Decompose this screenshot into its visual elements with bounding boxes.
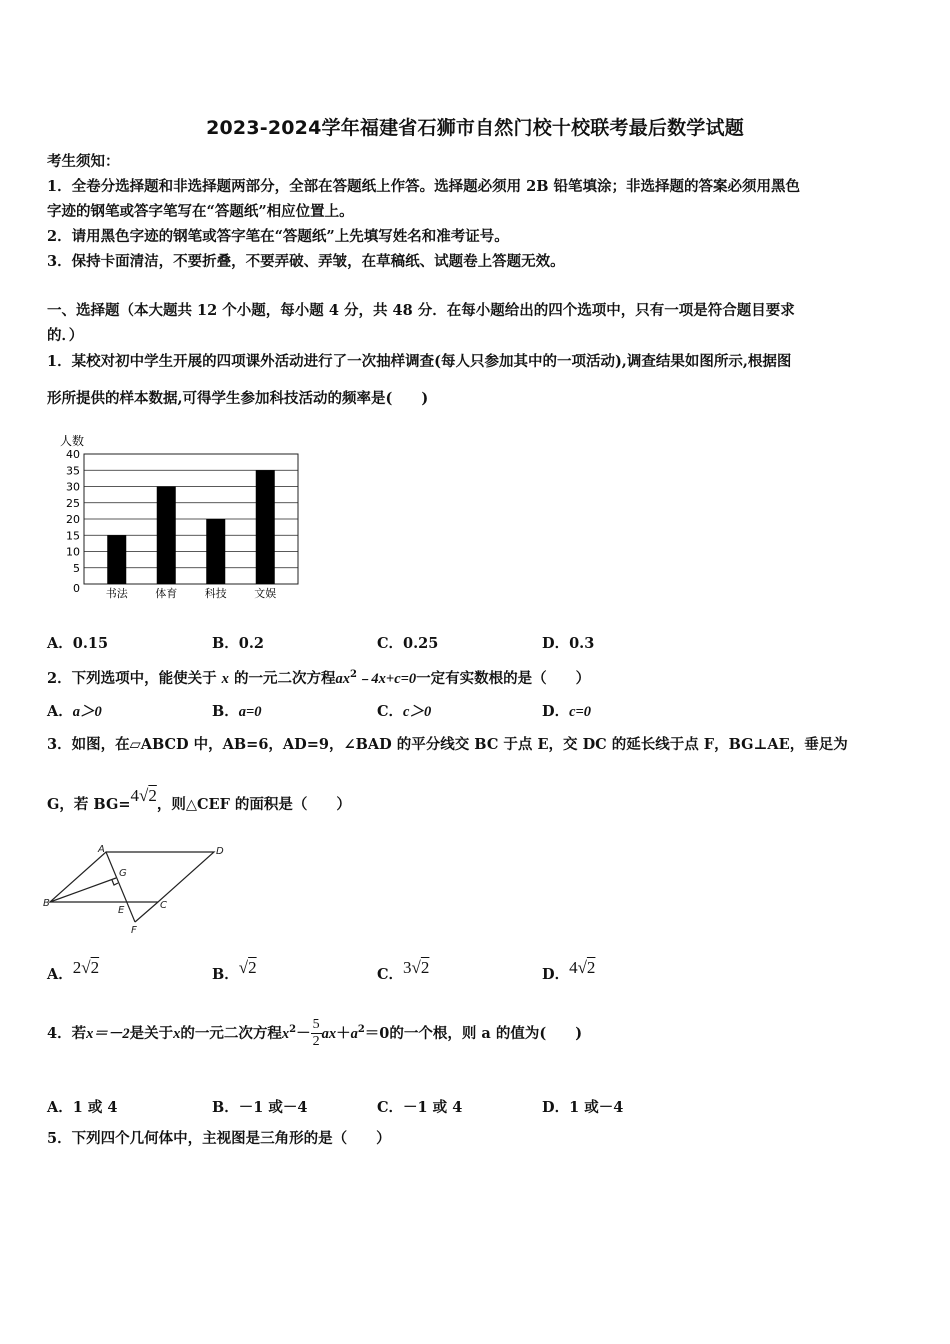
q1-stem-cont: 形所提供的样本数据,可得学生参加科技活动的频率是( ) bbox=[47, 390, 429, 407]
q2-stem-mid: 的一元二次方程 bbox=[233, 669, 336, 687]
q2-option-a-expr: a＞0 bbox=[72, 704, 102, 720]
q2-stem-suffix: 一定有实数根的是（ ） bbox=[416, 669, 591, 687]
q3-stem-cont bbox=[47, 786, 351, 817]
q3-option-d-value: 4√2 bbox=[569, 958, 596, 977]
q2-option-d-label: D． bbox=[542, 703, 570, 720]
chart-ytick-label: 10 bbox=[66, 545, 80, 559]
q4-eq-x: x bbox=[281, 1025, 290, 1042]
q4-stem-suffix: 的一个根，则 a 的值为( ) bbox=[389, 1024, 583, 1042]
chart-bar-4 bbox=[256, 470, 275, 584]
q4-stem-mid: 是关于 bbox=[129, 1024, 174, 1042]
label-a: A bbox=[98, 844, 105, 855]
chart-category-label: 科技 bbox=[204, 587, 227, 600]
label-g: G bbox=[119, 868, 127, 879]
q3-option-c-radicand: 2 bbox=[420, 958, 430, 977]
chart-ytick-label: 20 bbox=[66, 513, 80, 526]
q2-stem-prefix: 2．下列选项中，能使关于 bbox=[47, 669, 217, 687]
section-heading-cont: 的．） bbox=[47, 327, 84, 344]
q4-option-d[interactable]: D．1 或－4 bbox=[542, 1099, 624, 1116]
q2-eq-rest: ﹣4x+c=0 bbox=[356, 670, 417, 687]
q4-option-b[interactable]: B．－1 或－4 bbox=[212, 1099, 308, 1116]
chart-ytick-label: 5 bbox=[73, 561, 80, 575]
notice-item-1: 1．全卷分选择题和非选择题两部分，全部在答题纸上作答。选择题必须用 2B 铅笔填涂；非选择题的答案必须用黑色 bbox=[47, 178, 801, 195]
label-b: B bbox=[43, 898, 50, 909]
q3-option-c-value: 3√2 bbox=[403, 958, 430, 977]
chart-bars bbox=[107, 470, 275, 584]
label-e: E bbox=[118, 905, 125, 916]
q3-option-c-coef: 3 bbox=[403, 958, 412, 977]
right-angle-mark bbox=[112, 880, 118, 885]
chart-bar-1 bbox=[107, 535, 126, 584]
q2-var-x: x bbox=[221, 670, 229, 687]
q2-option-b[interactable] bbox=[212, 700, 262, 721]
q2-option-c[interactable] bbox=[377, 700, 431, 721]
q2-option-d-expr: c=0 bbox=[569, 704, 592, 720]
label-c: C bbox=[160, 900, 167, 911]
q3-option-c-label: C． bbox=[377, 966, 404, 983]
q4-eq-plus: ＋ bbox=[336, 1024, 351, 1042]
q3-bg-radicand: 2 bbox=[148, 786, 157, 805]
chart-ytick-label: 40 bbox=[66, 448, 80, 461]
line-bg bbox=[50, 878, 116, 902]
q1-option-d[interactable]: D．0.3 bbox=[542, 635, 595, 652]
q3-option-b[interactable] bbox=[212, 957, 257, 983]
q3-stem-suffix: ，则△CEF 的面积是（ ） bbox=[156, 796, 351, 813]
q1-stem: 1．某校对初中学生开展的四项课外活动进行了一次抽样调查(每人只参加其中的一项活动),调查结果如图所示,根据图 bbox=[47, 353, 792, 370]
q3-bg-coef: 4 bbox=[130, 786, 139, 805]
q5-stem: 5．下列四个几何体中，主视图是三角形的是（ ） bbox=[47, 1130, 391, 1147]
notice-item-1-cont: 字迹的钢笔或答字笔写在“答题纸”相应位置上。 bbox=[47, 203, 354, 220]
chart-category-label: 体育 bbox=[155, 587, 178, 600]
q1-option-c[interactable]: C．0.25 bbox=[377, 635, 439, 652]
q4-var-x: x bbox=[173, 1025, 181, 1042]
chart-ylabel: 人数 bbox=[60, 434, 85, 448]
q3-option-d[interactable] bbox=[542, 957, 596, 983]
q4-stem-mid2: 的一元二次方程 bbox=[180, 1024, 282, 1042]
q2-option-b-expr: a=0 bbox=[238, 704, 262, 720]
q4-eq-minus: － bbox=[296, 1024, 311, 1042]
q2-option-c-expr: c＞0 bbox=[403, 704, 432, 720]
q4-root: x＝－2 bbox=[86, 1025, 130, 1042]
q2-option-d[interactable] bbox=[542, 700, 591, 721]
q4-option-c[interactable]: C．－1 或 4 bbox=[377, 1099, 463, 1116]
chart-ytick-label: 0 bbox=[73, 582, 80, 595]
q4-eq-exponent-2: 2 bbox=[357, 1024, 365, 1035]
notice-item-2: 2．请用黑色字迹的钢笔或答字笔在“答题纸”上先填写姓名和准考证号。 bbox=[47, 228, 509, 245]
q4-eq-exponent: 2 bbox=[289, 1024, 297, 1035]
q3-option-d-coef: 4 bbox=[569, 958, 578, 977]
label-d: D bbox=[216, 846, 224, 857]
chart-bar-3 bbox=[206, 519, 225, 584]
q4-frac-numerator: 5 bbox=[312, 1017, 320, 1033]
q2-eq-exponent: 2 bbox=[349, 669, 357, 680]
q1-option-b[interactable]: B．0.2 bbox=[212, 635, 264, 652]
q4-fraction bbox=[311, 1017, 322, 1050]
notice-heading: 考生须知： bbox=[47, 153, 120, 170]
q3-stem: 3．如图，在▱ABCD 中，AB=6，AD=9，∠BAD 的平分线交 BC 于点 E，交 DC 的延长线于点 F，BG⊥AE，垂足为 bbox=[47, 736, 848, 753]
line-cf bbox=[135, 902, 158, 922]
q3-option-b-value: √2 bbox=[238, 958, 257, 977]
q4-option-a[interactable]: A．1 或 4 bbox=[47, 1099, 118, 1116]
q3-option-c[interactable] bbox=[377, 957, 430, 983]
q2-option-b-label: B． bbox=[212, 703, 239, 720]
q3-option-d-label: D． bbox=[542, 966, 570, 983]
q3-option-b-radicand: 2 bbox=[248, 958, 257, 977]
q2-option-c-label: C． bbox=[377, 703, 404, 720]
q4-eq-ax: ax bbox=[321, 1025, 337, 1042]
q3-bg-value: 4√2 bbox=[130, 786, 157, 805]
q4-stem-prefix: 4．若 bbox=[47, 1024, 87, 1042]
parallelogram-abcd bbox=[50, 852, 214, 902]
q3-parallelogram-figure bbox=[40, 840, 240, 940]
q3-option-d-radicand: 2 bbox=[586, 958, 596, 977]
chart-category-label: 文娱 bbox=[254, 587, 277, 600]
q1-option-a[interactable]: A．0.15 bbox=[47, 635, 109, 652]
q3-option-a-label: A． bbox=[47, 966, 73, 983]
chart-ytick-label: 25 bbox=[66, 496, 80, 510]
q2-option-a-label: A． bbox=[47, 703, 73, 720]
label-f: F bbox=[131, 925, 137, 936]
q2-option-a[interactable] bbox=[47, 700, 102, 721]
chart-category-label: 书法 bbox=[105, 587, 128, 600]
q4-stem bbox=[47, 1012, 582, 1052]
q4-frac-denominator: 2 bbox=[312, 1034, 320, 1050]
q3-option-a-radicand: 2 bbox=[90, 958, 100, 977]
q3-option-a-value: 2√2 bbox=[72, 958, 100, 977]
q4-eq-end: ＝0 bbox=[364, 1024, 390, 1042]
q3-option-a[interactable] bbox=[47, 957, 100, 983]
chart-ytick-label: 15 bbox=[66, 529, 80, 543]
q3-stem-prefix: G，若 BG= bbox=[47, 796, 131, 813]
chart-ytick-label: 35 bbox=[66, 464, 80, 478]
q3-option-b-label: B． bbox=[212, 966, 239, 983]
notice-item-3: 3．保持卡面清洁，不要折叠，不要弄破、弄皱，在草稿纸、试题卷上答题无效。 bbox=[47, 253, 565, 270]
chart-ytick-label: 30 bbox=[66, 480, 80, 494]
section-heading: 一、选择题（本大题共 12 个小题，每小题 4 分，共 48 分．在每小题给出的四个选项中，只有一项是符合题目要求 bbox=[47, 302, 795, 319]
q2-eq-ax: ax bbox=[335, 670, 350, 687]
chart-bar-2 bbox=[157, 487, 176, 585]
q1-bar-chart bbox=[52, 430, 312, 605]
q3-option-a-coef: 2 bbox=[72, 958, 82, 977]
page-title: 2023-2024学年福建省石狮市自然门校十校联考最后数学试题 bbox=[206, 117, 744, 139]
q2-stem bbox=[47, 663, 590, 691]
q4-eq-a: a bbox=[350, 1025, 358, 1042]
